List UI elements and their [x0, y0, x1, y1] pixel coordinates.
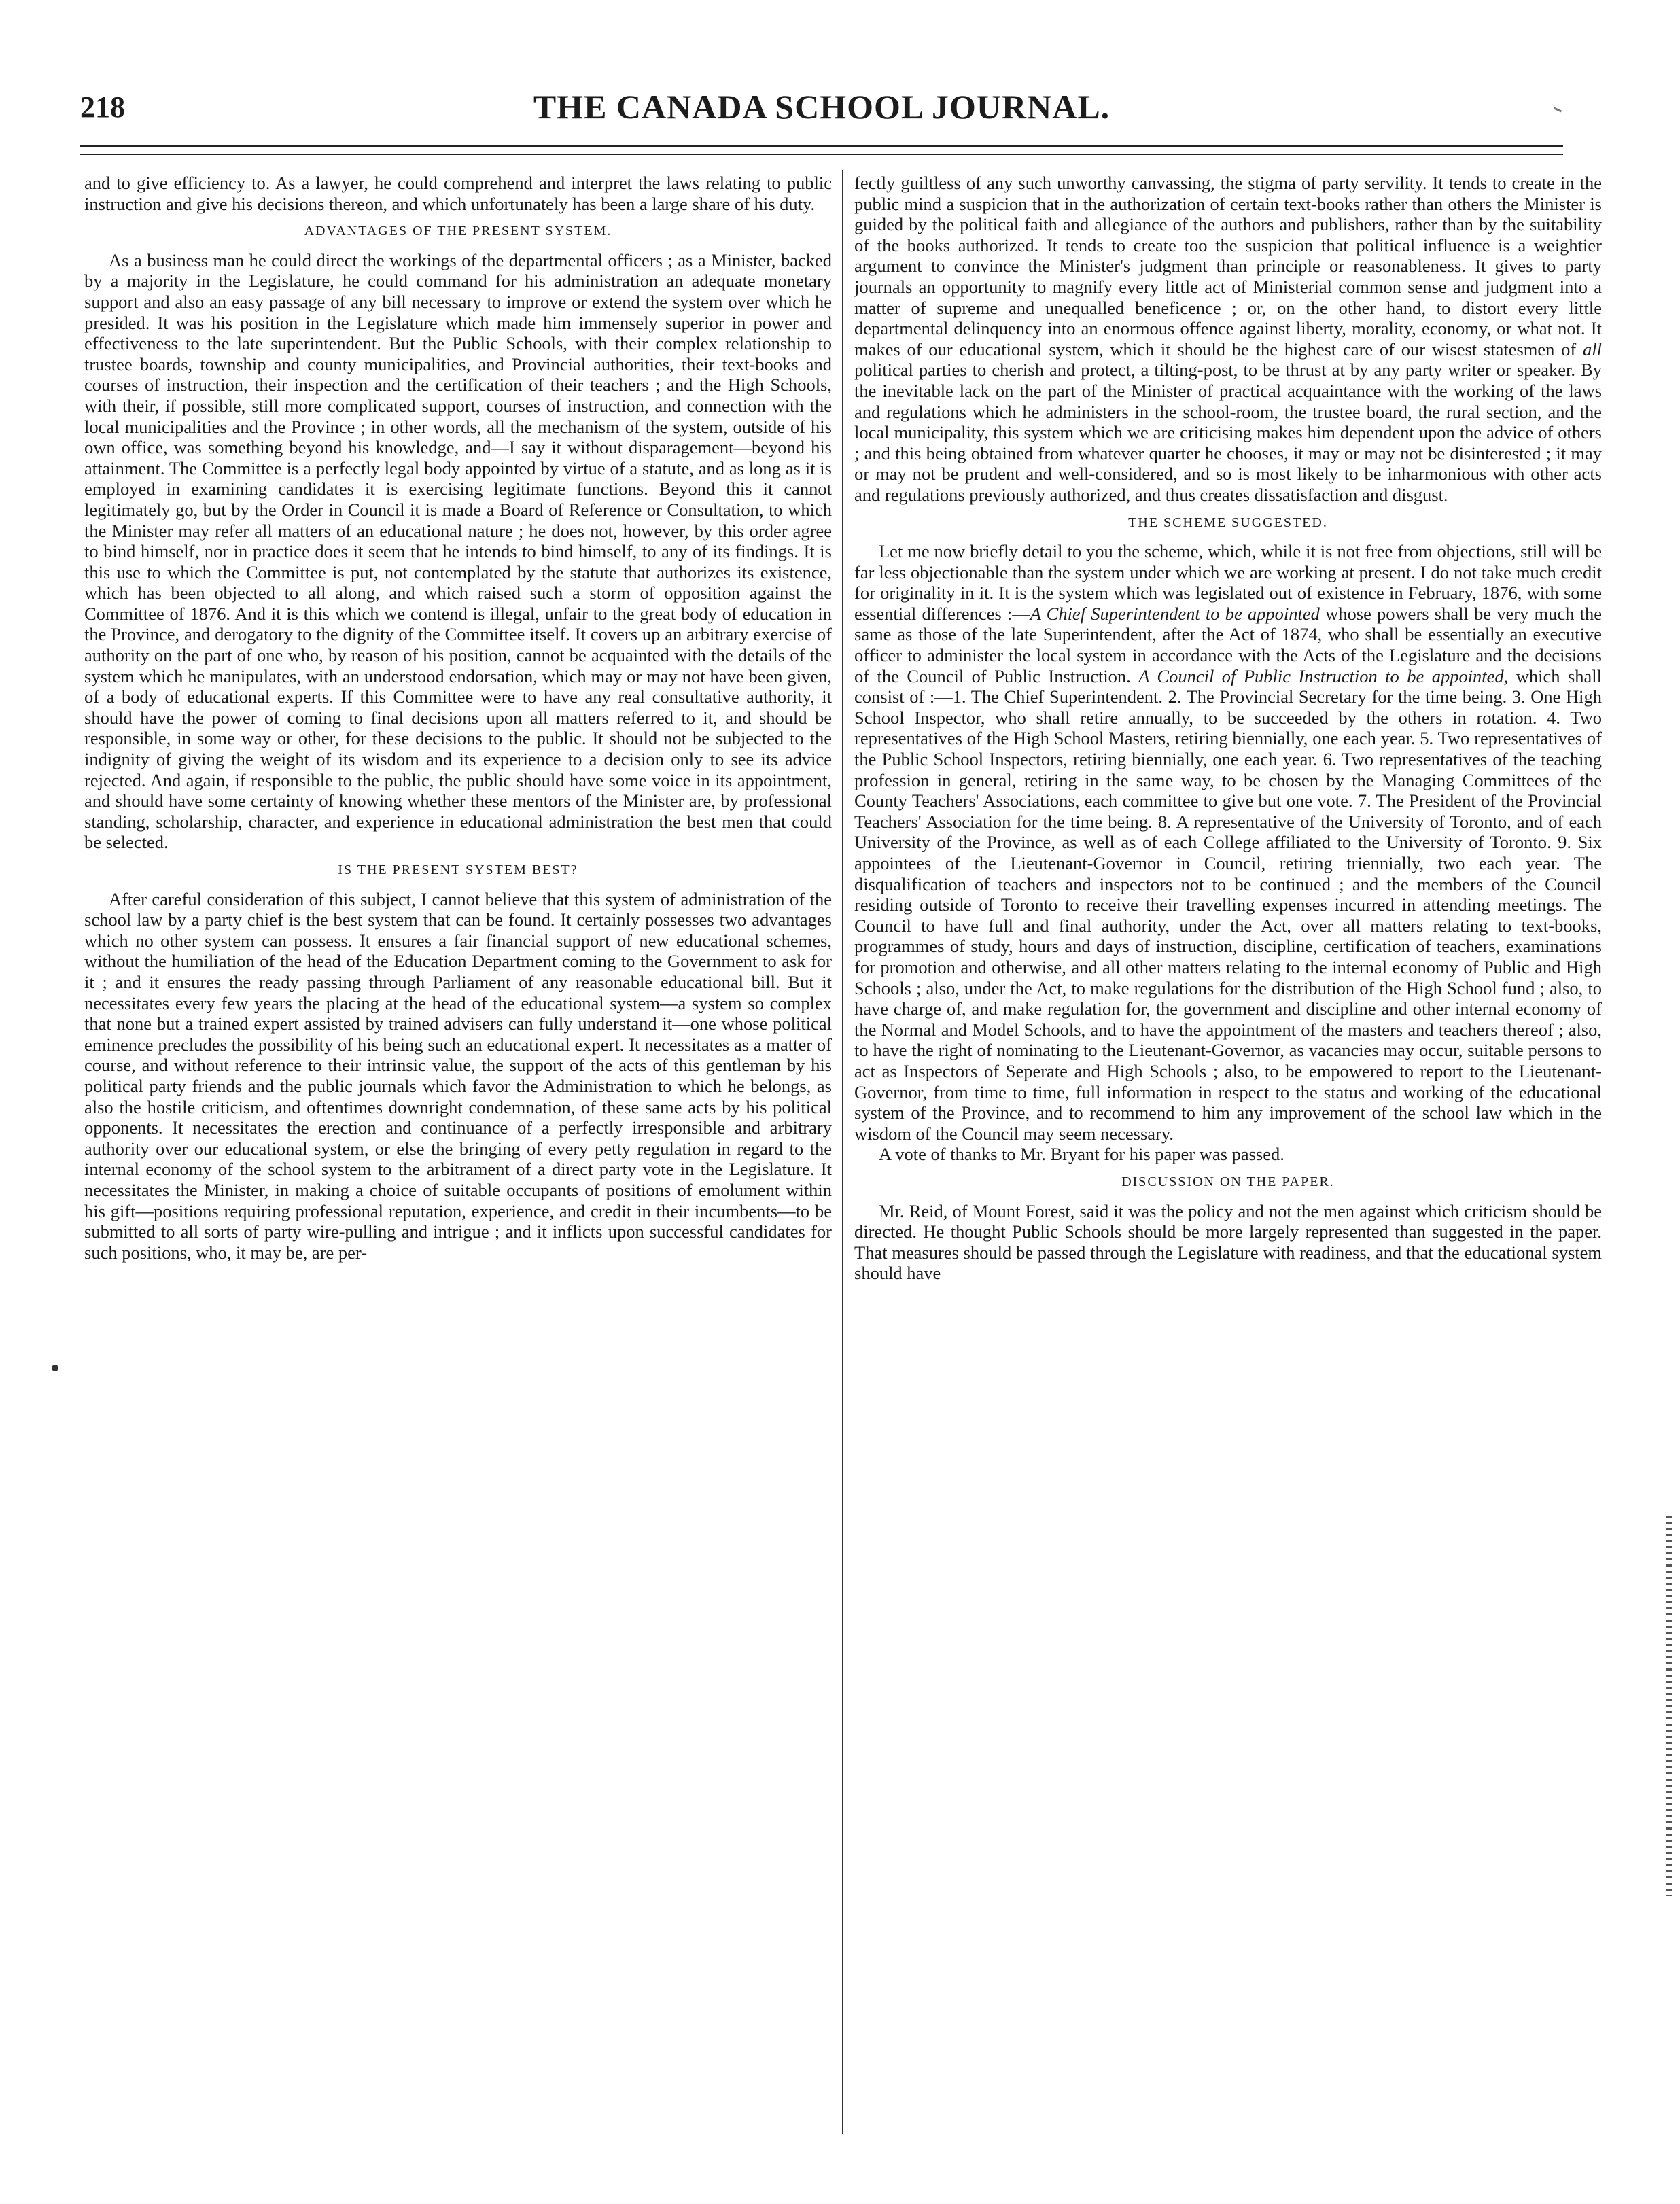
section-heading: IS THE PRESENT SYSTEM BEST? [338, 862, 578, 877]
paragraph-text: whose powers shall be very much the same as those of the late Superintendent, after the Act of 1874, who shall be essentially an executive officer to administer the local system in accordance with the Acts of the Legislature and the decisions of the Council of Public Instruction. [854, 603, 1602, 686]
header-rule-thin [80, 154, 1563, 155]
section-heading: DISCUSSION ON THE PAPER. [1121, 1174, 1335, 1189]
paragraph: As a business man he could direct the workings of the departmental officers ; as a Minister, backed by a majority in the Legislature, he could command for his administration an adequate monetary support and also an easy passage of any bill necessary to improve or extend the system over which he presided. It was his position in the Legislature which made him immensely superior in power and effectiveness to the late superintendent. But the Public Schools, with their complex relationship to trustee boards, township and county municipalities, and Provincial authorities, their text-books and courses of instruction, their inspection and the certification of their teachers ; and the High Schools, with their, if possible, still more complicated support, courses of instruction, and connection with the local municipalities and the Province ; in other words, all the mechanism of the system, outside of his own office, was something beyond his knowledge, and—I say it without disparagement—beyond his attainment. The Committee is a perfectly legal body appointed by virtue of a statute, and as long as it is employed in examining candidates it is exercising legitimate functions. Beyond this it cannot legitimately go, but by the Order in Council it is made a Board of Reference or Consultation, to which the Minister may refer all matters of an educational nature ; he does not, however, by this order agree to bind himself, nor in practice does it seem that he intends to bind himself, to any of its findings. It is this use to which the Committee is put, not contemplated by the statute that authorizes its existence, which has been objected to all along, and which raised such a storm of opposition against the Committee of 1876. And it is this which we contend is illegal, unfair to the great body of education in the Province, and derogatory to the dignity of the Committee itself. It covers up an arbitrary exercise of authority on the part of one who, by reason of his position, cannot be acquainted with the details of the system which he manipulates, with an understood endorsation, which may or may not have been given, of a body of educational experts. If this Committee were to have any real consultative authority, it should have the power of coming to final decisions upon all matters referred to it, and should be responsible, in some way or other, for these decisions to the public. It should not be subjected to the indignity of giving the weight of its wisdom and its experience to a decision only to see its advice rejected. And again, if responsible to the public, the public should have some voice in its appointment, and should have some certainty of knowing whether these mentors of the Minister are, by professional standing, scholarship, character, and experience in educational administration the best men that could be selected. [84, 249, 832, 853]
right-column [854, 173, 1602, 2130]
paragraph: A vote of thanks to Mr. Bryant for his paper was passed. [879, 1144, 1284, 1165]
paragraph-text: which shall consist of :—1. The Chief Superintendent. 2. The Provincial Secretary for the time being. 3. One High School Inspector, who shall retire annually, to be succeeded by the others in rotation. 4. Two representatives of the High School Masters, retiring biennially, one each year. 5. Two representatives of the Public School Inspectors, retiring biennially, one each year. 6. Two representatives of the teaching profession in general, retiring in the same way, to be chosen by the Managing Committees of the County Teachers' Associations, each committee to give but one vote. 7. The President of the Provincial Teachers' Association for the time being. 8. A representative of the University of Toronto, and of each University of the Province, as well as of each College affiliated to the University of Toronto. 9. Six appointees of the Lieutenant-Governor in Council, retiring triennially, two each year. The disqualification of teachers and inspectors not to be continued ; and the members of the Council residing outside of Toronto to receive their travelling expenses incurred in attending meetings. The Council to have full and final authority, under the Act, over all matters relating to text-books, programmes of study, hours and days of instruction, discipline, certification of teachers, examinations for promotion and otherwise, and all other matters relating to the internal economy of Public and High Schools ; also, under the Act, to make regulations for the distribution of the High School fund ; also, to have charge of, and make regulation for, the government and discipline and other internal economy of the Normal and Model Schools, and to have the appointment of the masters and teachers thereof ; also, to have the right of nominating to the Lieutenant-Governor, as vacancies may occur, suitable persons to act as Inspectors of Seperate and High Schools ; also, to be empowered to report to the Lieutenant-Governor, from time to time, full information in respect to the status and working of the educational system of the Province, and to recommend to him any improvement of the school law which in the wisdom of the Council may seem necessary. [854, 665, 1602, 1144]
section-heading: ADVANTAGES OF THE PRESENT SYSTEM. [304, 224, 612, 239]
header-rule-thick [80, 145, 1563, 147]
emphasis-text: all [1583, 338, 1602, 360]
emphasis-text: A Council of Public Instruction to be appointed, [1138, 665, 1509, 686]
page-header [80, 87, 1563, 135]
page-number: 218 [80, 90, 125, 124]
margin-dot [52, 1365, 58, 1371]
emphasis-text: A Chief Superintendent to be appointed [1030, 603, 1320, 624]
paragraph: After careful consideration of this subject, I cannot believe that this system of administration of the school law by a party chief is the best system that can be found. It certainly possesses two advantages which no other system can possess. It ensures a fair financial support of new educational schemes, without the humiliation of the head of the Education Department coming to the Government to ask for it ; and it ensures the ready passing through Parliament of any reasonable educational bill. But it necessitates every few years the placing at the head of the educational system—a system so complex that none but a trained expert assisted by trained advisers can fully understand it—one whose political eminence precludes the possibility of his being such an educational expert. It necessitates as a matter of course, and without reference to their intrinsic value, the support of the acts of this gentleman by his political party friends and the public journals which favor the Administration to which he belongs, as also the hostile criticism, and oftentimes downright condemnation, of these same acts by his political opponents. It necessitates the erection and continuance of a perfectly irresponsible and arbitrary authority over our educational system, or else the bringing of every petty regulation in regard to the internal economy of the school system to the arbitrament of a direct party vote in the Legislature. It necessitates the Minister, in making a choice of suitable occupants of positions of emolument within his gift—positions requiring professional reputation, experience, and credit in their incumbents—to be submitted to all sorts of party wire-pulling and intrigue ; and it inflicts upon successful candidates for such positions, who, it may be, are per- [84, 888, 832, 1263]
scan-edge-mark [1666, 1516, 1672, 1896]
paragraph: and to give efficiency to. As a lawyer, he could comprehend and interpret the laws relating to public instruction and give his decisions thereon, and which unfortunately has been a large share of his duty. [84, 173, 832, 214]
left-column [84, 173, 832, 2130]
paragraph-text: fectly guiltless of any such unworthy canvassing, the stigma of party servility. It tends to create in the public mind a suspicion that in the authorization of certain text-books rather than others the Minister is guided by the political faith and allegiance of the authors and publishers, rather than by the suitability of the books authorized. It tends to create too the suspicion that political influence is a weightier argument to convince the Minister's judgment than principle or reasonableness. It gives to party journals an opportunity to magnify every little act of Ministerial common sense and judgment into a matter of supreme and unequalled beneficence ; or, on the other hand, to distort every little departmental delinquency into an enormous offence against liberty, morality, economy, or what not. It makes of our educational system, which it should be the highest care of our wisest statesmen of [854, 173, 1602, 360]
section-heading: THE SCHEME SUGGESTED. [1128, 514, 1328, 530]
paragraph-text: political parties to cherish and protect, a tilting-post, to be thrust at by any party writer or speaker. By the inevitable lack on the part of the Minister of practical acquaintance with the working of the laws and regulations which he administers in the school-room, the trustee board, the rural section, and the local municipality, this system which we are criticising makes him dependent upon the advice of others ; and this being obtained from whatever quarter he chooses, it may or may not be disinterested ; it may or may not be prudent and well-considered, and so is most likely to be inharmonious with other acts and regulations previously authorized, and thus creates dissatisfaction and disgust. [854, 360, 1602, 505]
column-divider [842, 170, 843, 2134]
journal-title: THE CANADA SCHOOL JOURNAL. [533, 88, 1110, 126]
paragraph [854, 173, 1602, 506]
paragraph-text: Let me now briefly detail to you the scheme, which, while it is not free from objections, still will be far less objectionable than the system under which we are working at present. I do not take much credit for originality in it. It is the system which was legislated out of existence in February, 1876, with some essential differences :— [854, 541, 1602, 624]
paragraph: Mr. Reid, of Mount Forest, said it was the policy and not the men against which criticism should be directed. He thought Public Schools should be more largely represented than suggested in the paper. That measures should be passed through the Legislature with readiness, and that the educational system should have [854, 1200, 1602, 1284]
paragraph [854, 541, 1602, 1144]
